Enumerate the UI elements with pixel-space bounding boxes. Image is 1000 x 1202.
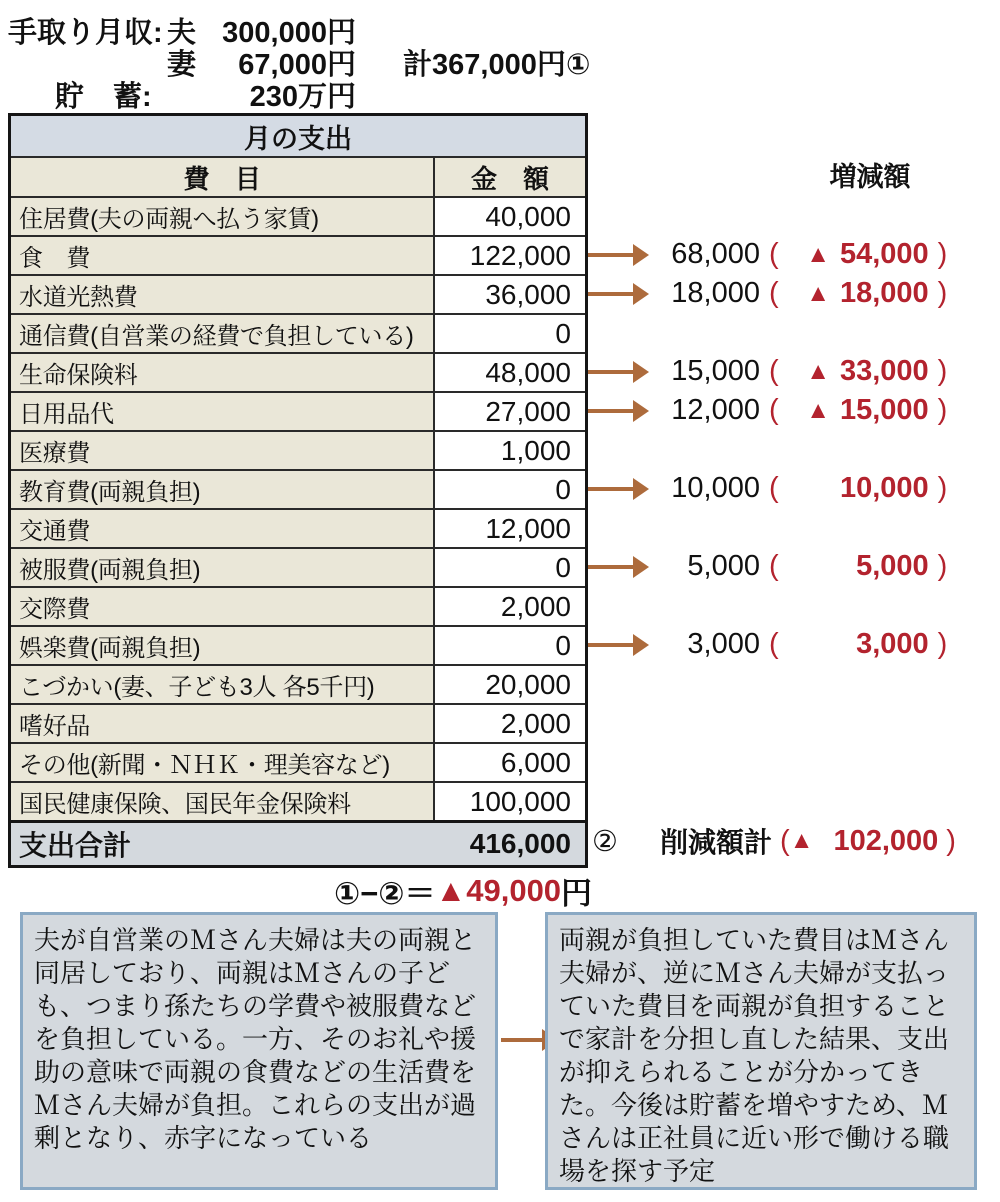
savings-amount: 230万円 [249, 81, 356, 113]
circled-two-label: ② [592, 825, 618, 858]
balance-value: ▲49,000 [435, 872, 562, 908]
note-right: 両親が負担していた費目はＭさん夫婦が、逆にＭさん夫婦が支払っていた費目を両親が負担することで家計を分担し直した結果、支出が抑えられることが分かってきた。今後は貯蓄を増やすため、Ｍさんは正社員に近い形で働ける職場を探す予定 [545, 912, 977, 1190]
expense-row [11, 625, 585, 664]
table-total-row [11, 820, 585, 865]
reduction-label: 削減額計 [660, 827, 773, 858]
expense-amount: 20,000 [433, 666, 585, 703]
revised-amount: 68,000 [671, 238, 760, 270]
expense-amount: 6,000 [433, 744, 585, 781]
expense-row [11, 469, 585, 508]
delta-amount [779, 628, 929, 661]
expense-amount: 1,000 [433, 432, 585, 469]
arrow-right-icon [588, 487, 634, 491]
table-header-row [11, 156, 585, 196]
wife-amount: 67,000円 [238, 49, 356, 81]
table-title: 月の支出 [11, 116, 585, 156]
husband-label: 夫 [167, 17, 197, 49]
income-total: 計367,000円① [403, 49, 591, 81]
expense-item: 娯楽費(両親負担) [11, 627, 433, 664]
delta-row [588, 352, 947, 391]
delta-row [588, 274, 947, 313]
expense-amount: 0 [433, 315, 585, 352]
reduction-value: 102,000 [833, 824, 939, 857]
expense-amount: 0 [433, 627, 585, 664]
expense-row [11, 781, 585, 820]
delta-value: 10,000 [839, 472, 929, 504]
delta-amount [779, 355, 929, 388]
expense-item: 嗜好品 [11, 705, 433, 742]
note-left: 夫が自営業のＭさん夫婦は夫の両親と同居しており、両親はＭさんの子ども、つまり孫たちの学費や被服費などを負担している。一方、そのお礼や援助の意味で両親の食費などの生活費をＭさん夫婦が負担。これらの支出が過剰となり、赤字になっている [20, 912, 498, 1190]
right-arrow-icon [501, 1038, 543, 1042]
expense-row [11, 352, 585, 391]
expense-row [11, 508, 585, 547]
delta-row [588, 547, 947, 586]
up-triangle-icon: ▲ [789, 827, 814, 854]
expense-row [11, 313, 585, 352]
delta-value: 5,000 [856, 550, 929, 582]
expense-row [11, 235, 585, 274]
up-triangle-icon: ▲ [806, 357, 830, 385]
paren-open: ( [780, 824, 790, 857]
delta-value: 3,000 [856, 628, 929, 660]
expense-row [11, 586, 585, 625]
up-triangle-icon: ▲ [806, 396, 830, 424]
delta-column-header: 増減額 [829, 162, 911, 192]
paren-close: ) [946, 824, 956, 857]
balance-prefix: ①−②＝ [333, 876, 436, 911]
arrow-right-icon [588, 292, 634, 296]
expense-amount: 0 [433, 471, 585, 508]
delta-row [588, 235, 947, 274]
expense-row [11, 196, 585, 235]
expense-row [11, 742, 585, 781]
up-triangle-icon: ▲ [806, 240, 830, 268]
paren-close: ) [937, 628, 948, 660]
paren-open: ( [769, 355, 779, 387]
expense-row [11, 703, 585, 742]
col-header-amount: 金 額 [433, 158, 585, 196]
paren-close: ) [937, 355, 948, 387]
expense-amount: 122,000 [433, 237, 585, 274]
delta-amount [779, 394, 929, 427]
expense-item: 医療費 [11, 432, 433, 469]
expense-item: 教育費(両親負担) [11, 471, 433, 508]
expense-amount: 0 [433, 549, 585, 586]
delta-value: 18,000 [839, 277, 929, 309]
balance-suffix: 円 [561, 876, 593, 911]
delta-amount [779, 550, 929, 583]
paren-open: ( [769, 394, 779, 426]
expense-item: 食 費 [11, 237, 433, 274]
delta-row [588, 391, 947, 430]
arrow-right-icon [588, 370, 634, 374]
delta-amount [779, 238, 929, 271]
expense-item: その他(新聞・ＮＨＫ・理美容など) [11, 744, 433, 781]
paren-close: ) [937, 394, 948, 426]
expense-table [8, 113, 588, 868]
paren-open: ( [769, 238, 779, 270]
delta-amount [779, 472, 929, 505]
arrow-right-icon [588, 565, 634, 569]
expense-row [11, 664, 585, 703]
expense-amount: 48,000 [433, 354, 585, 391]
income-label: 手取り月収: [8, 17, 163, 49]
expense-item: 被服費(両親負担) [11, 549, 433, 586]
expense-amount: 12,000 [433, 510, 585, 547]
expense-row [11, 547, 585, 586]
expense-amount: 36,000 [433, 276, 585, 313]
total-amount: 416,000 [469, 828, 571, 859]
revised-amount: 18,000 [671, 277, 760, 309]
balance-line [263, 868, 663, 913]
expense-amount: 2,000 [433, 588, 585, 625]
total-label: 支出合計 [19, 830, 132, 861]
delta-row [588, 469, 947, 508]
expense-item: 住居費(夫の両親へ払う家賃) [11, 198, 433, 235]
revised-amount: 5,000 [687, 550, 760, 582]
expense-amount: 27,000 [433, 393, 585, 430]
expense-row [11, 391, 585, 430]
paren-open: ( [769, 472, 779, 504]
income-block [0, 8, 700, 113]
expense-row [11, 274, 585, 313]
paren-close: ) [937, 238, 948, 270]
expense-amount: 2,000 [433, 705, 585, 742]
paren-open: ( [769, 277, 779, 309]
expense-item: 生命保険料 [11, 354, 433, 391]
paren-open: ( [769, 550, 779, 582]
paren-close: ) [937, 277, 948, 309]
expense-item: 日用品代 [11, 393, 433, 430]
table-rows [11, 196, 585, 820]
husband-amount: 300,000円 [222, 17, 356, 49]
revised-amount: 15,000 [671, 355, 760, 387]
paren-close: ) [937, 550, 948, 582]
delta-value: 33,000 [839, 355, 929, 387]
revised-amount: 10,000 [671, 472, 760, 504]
expense-row [11, 430, 585, 469]
savings-label: 貯 蓄: [55, 81, 152, 113]
arrow-right-icon [588, 643, 634, 647]
expense-item: 水道光熱費 [11, 276, 433, 313]
delta-amount [779, 277, 929, 310]
delta-row [588, 625, 947, 664]
wife-label: 妻 [167, 49, 197, 81]
revised-amount: 12,000 [671, 394, 760, 426]
paren-close: ) [937, 472, 948, 504]
expense-amount: 40,000 [433, 198, 585, 235]
expense-item: 国民健康保険、国民年金保険料 [11, 783, 433, 820]
delta-value: 54,000 [839, 238, 929, 270]
expense-item: こづかい(妻、子ども3人 各5千円) [11, 666, 433, 703]
paren-open: ( [769, 628, 779, 660]
expense-amount: 100,000 [433, 783, 585, 820]
expense-item: 交通費 [11, 510, 433, 547]
arrow-right-icon [588, 253, 634, 257]
up-triangle-icon: ▲ [806, 279, 830, 307]
col-header-item: 費 目 [11, 158, 433, 196]
reduction-total-line [592, 820, 956, 862]
expense-item: 通信費(自営業の経費で負担している) [11, 315, 433, 352]
delta-value: 15,000 [839, 394, 929, 426]
expense-item: 交際費 [11, 588, 433, 625]
arrow-right-icon [588, 409, 634, 413]
revised-amount: 3,000 [687, 628, 760, 660]
